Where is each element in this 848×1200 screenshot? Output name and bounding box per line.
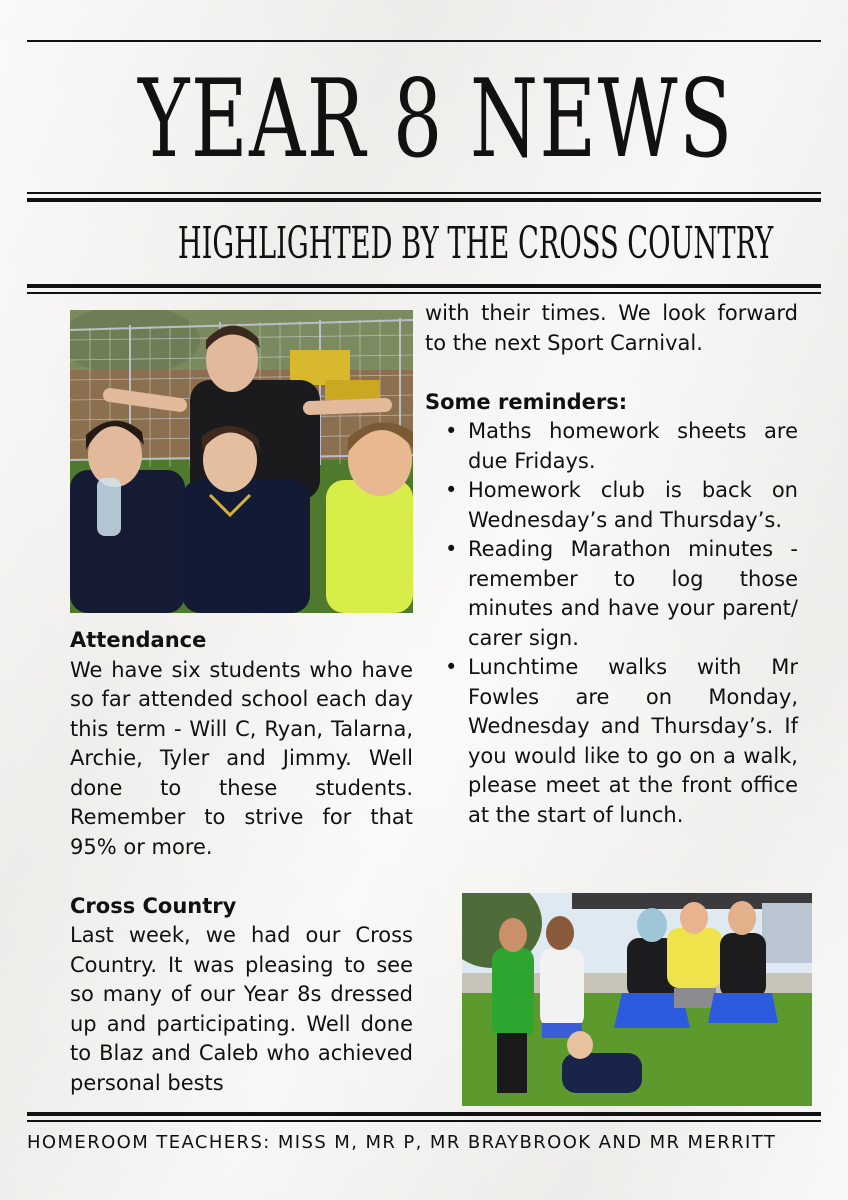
students-group-photo xyxy=(70,310,413,613)
footer-rule-1 xyxy=(27,1112,821,1116)
subhead-rule-2 xyxy=(27,292,821,294)
list-item: • Reading Marathon minutes - remember to log those minutes and have your parent/ carer sign. xyxy=(425,535,798,653)
masthead-rule-2 xyxy=(27,198,821,202)
attendance-body: We have six students who have so far attended school each day this term - Will C, Ryan, Talarna, Archie, Tyler and Jimmy. Well done to these students. Remember to strive for that 95% or more. xyxy=(70,657,413,859)
footer-rule-2 xyxy=(27,1120,821,1122)
list-item: • Homework club is back on Wednesday’s and Thursday’s. xyxy=(425,476,798,535)
left-column xyxy=(70,626,413,1098)
homeroom-teachers: HOMEROOM TEACHERS: MISS M, MR P, MR BRAYBROOK AND MR MERRITT xyxy=(27,1132,777,1153)
cross-country-heading: Cross Country xyxy=(70,893,237,918)
cross-country-continued: with their times. We look forward to the next Sport Carnival. xyxy=(425,301,798,355)
attendance-heading: Attendance xyxy=(70,628,207,652)
masthead-rule-1 xyxy=(27,192,821,194)
reminders-list xyxy=(425,417,798,830)
subhead-rule-1 xyxy=(27,284,821,288)
girls-group-photo xyxy=(462,893,812,1106)
top-rule xyxy=(27,40,821,42)
newsletter-title: YEAR 8 NEWS xyxy=(138,57,734,182)
cross-country-body: Last week, we had our Cross Country. It was pleasing to see so many of our Year 8s dressed up and participating. Well done to Blaz and Caleb who achieved personal bests xyxy=(70,923,413,1095)
reminders-heading: Some reminders: xyxy=(425,389,628,414)
list-item: • Maths homework sheets are due Fridays. xyxy=(425,417,798,476)
list-item: • Lunchtime walks with Mr Fowles are on Monday, Wednesday and Thursday’s. If you would like to go on a walk, please meet at the front office at the start of lunch. xyxy=(425,653,798,830)
newsletter-subtitle: HIGHLIGHTED BY THE CROSS COUNTRY xyxy=(177,218,774,269)
right-column xyxy=(425,299,798,830)
